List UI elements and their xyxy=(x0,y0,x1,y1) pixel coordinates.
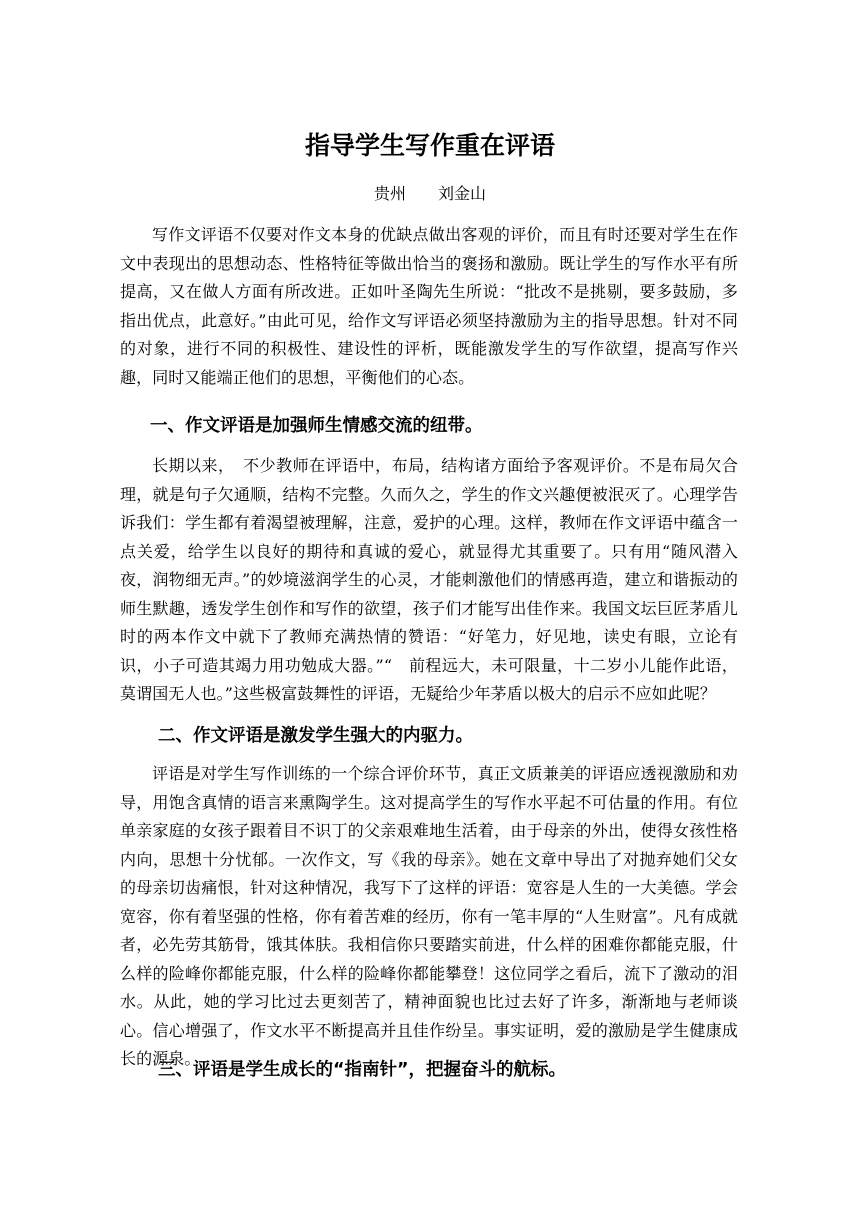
section-2-heading: 二、作文评语是激发学生强大的内驱力。 xyxy=(158,726,473,746)
author-byline: 贵州 刘金山 xyxy=(373,184,486,203)
section-1-paragraph: 长期以来， 不少教师在评语中，布局，结构诸方面给予客观评价。不是布局欠合理，就是句子欠通顺，结构不完整。久而久之，学生的作文兴趣便被泯灭了。心理学告诉我们：学生都有着渴望被理解，注意，爱护的心理。这样，教师在作文评语中蕴含一点关爱，给学生以良好的期待和真诚的爱心，就显得尤其重要了。只有用“随风潜入夜，润物细无声。”的妙境滋润学生的心灵，才能刺激他们的情感再造，建立和谐振动的师生默趣，透发学生创作和写作的欲望，孩子们才能写出佳作来。我国文坛巨匠茅盾儿时的两本作文中就下了教师充满热情的赞语：“好笔力，好见地，读史有眼，立论有识，小子可造其竭力用功勉成大器。”“ 前程远大，未可限量，十二岁小儿能作此语，莫谓国无人也。”这些极富鼓舞性的评语，无疑给少年茅盾以极大的启示不应如此呢？ xyxy=(120,456,738,703)
section-3-heading: 三、评语是学生成长的“指南针”，把握奋斗的航标。 xyxy=(158,1060,567,1080)
document-title: 指导学生写作重在评语 xyxy=(304,131,555,160)
intro-paragraph: 写作文评语不仅要对作文本身的优缺点做出客观的评价，而且有时还要对学生在作文中表现出的思想动态、性格特征等做出恰当的褒扬和激励。既让学生的写作水平有所提高，又在做人方面有所改进。正如叶圣陶先生所说：“批改不是挑剔，要多鼓励，多指出优点，此意好。”由此可见，给作文写评语必须坚持激励为主的指导思想。针对不同的对象，进行不同的积极性、建设性的评析，既能激发学生的写作欲望，提高写作兴趣，同时又能端正他们的思想，平衡他们的心态。 xyxy=(120,225,738,387)
section-1-heading: 一、作文评语是加强师生情感交流的纽带。 xyxy=(150,416,483,436)
section-2-paragraph: 评语是对学生写作训练的一个综合评价环节，真正文质兼美的评语应透视激励和劝导，用饱含真情的语言来熏陶学生。这对提高学生的写作水平起不可估量的作用。有位单亲家庭的女孩子跟着目不识丁的父亲艰难地生活着，由于母亲的外出，使得女孩性格内向，思想十分忧郁。一次作文，写《我的母亲》。她在文章中导出了对抛弃她们父女的母亲切齿痛恨，针对这种情况，我写下了这样的评语：宽容是人生的一大美德。学会宽容，你有着坚强的性格，你有着苦难的经历，你有一笔丰厚的“人生财富”。凡有成就者，必先劳其筋骨，饿其体肤。我相信你只要踏实前进，什么样的困难你都能克服，什么样的险峰你都能克服，什么样的险峰你都能攀登！这位同学之看后，流下了激动的泪水。从此，她的学习比过去更刻苦了，精神面貌也比过去好了许多，渐渐地与老师谈心。信心增强了，作文水平不断提高并且佳作纷呈。事实证明，爱的激励是学生健康成长的源泉。 xyxy=(120,764,738,1068)
